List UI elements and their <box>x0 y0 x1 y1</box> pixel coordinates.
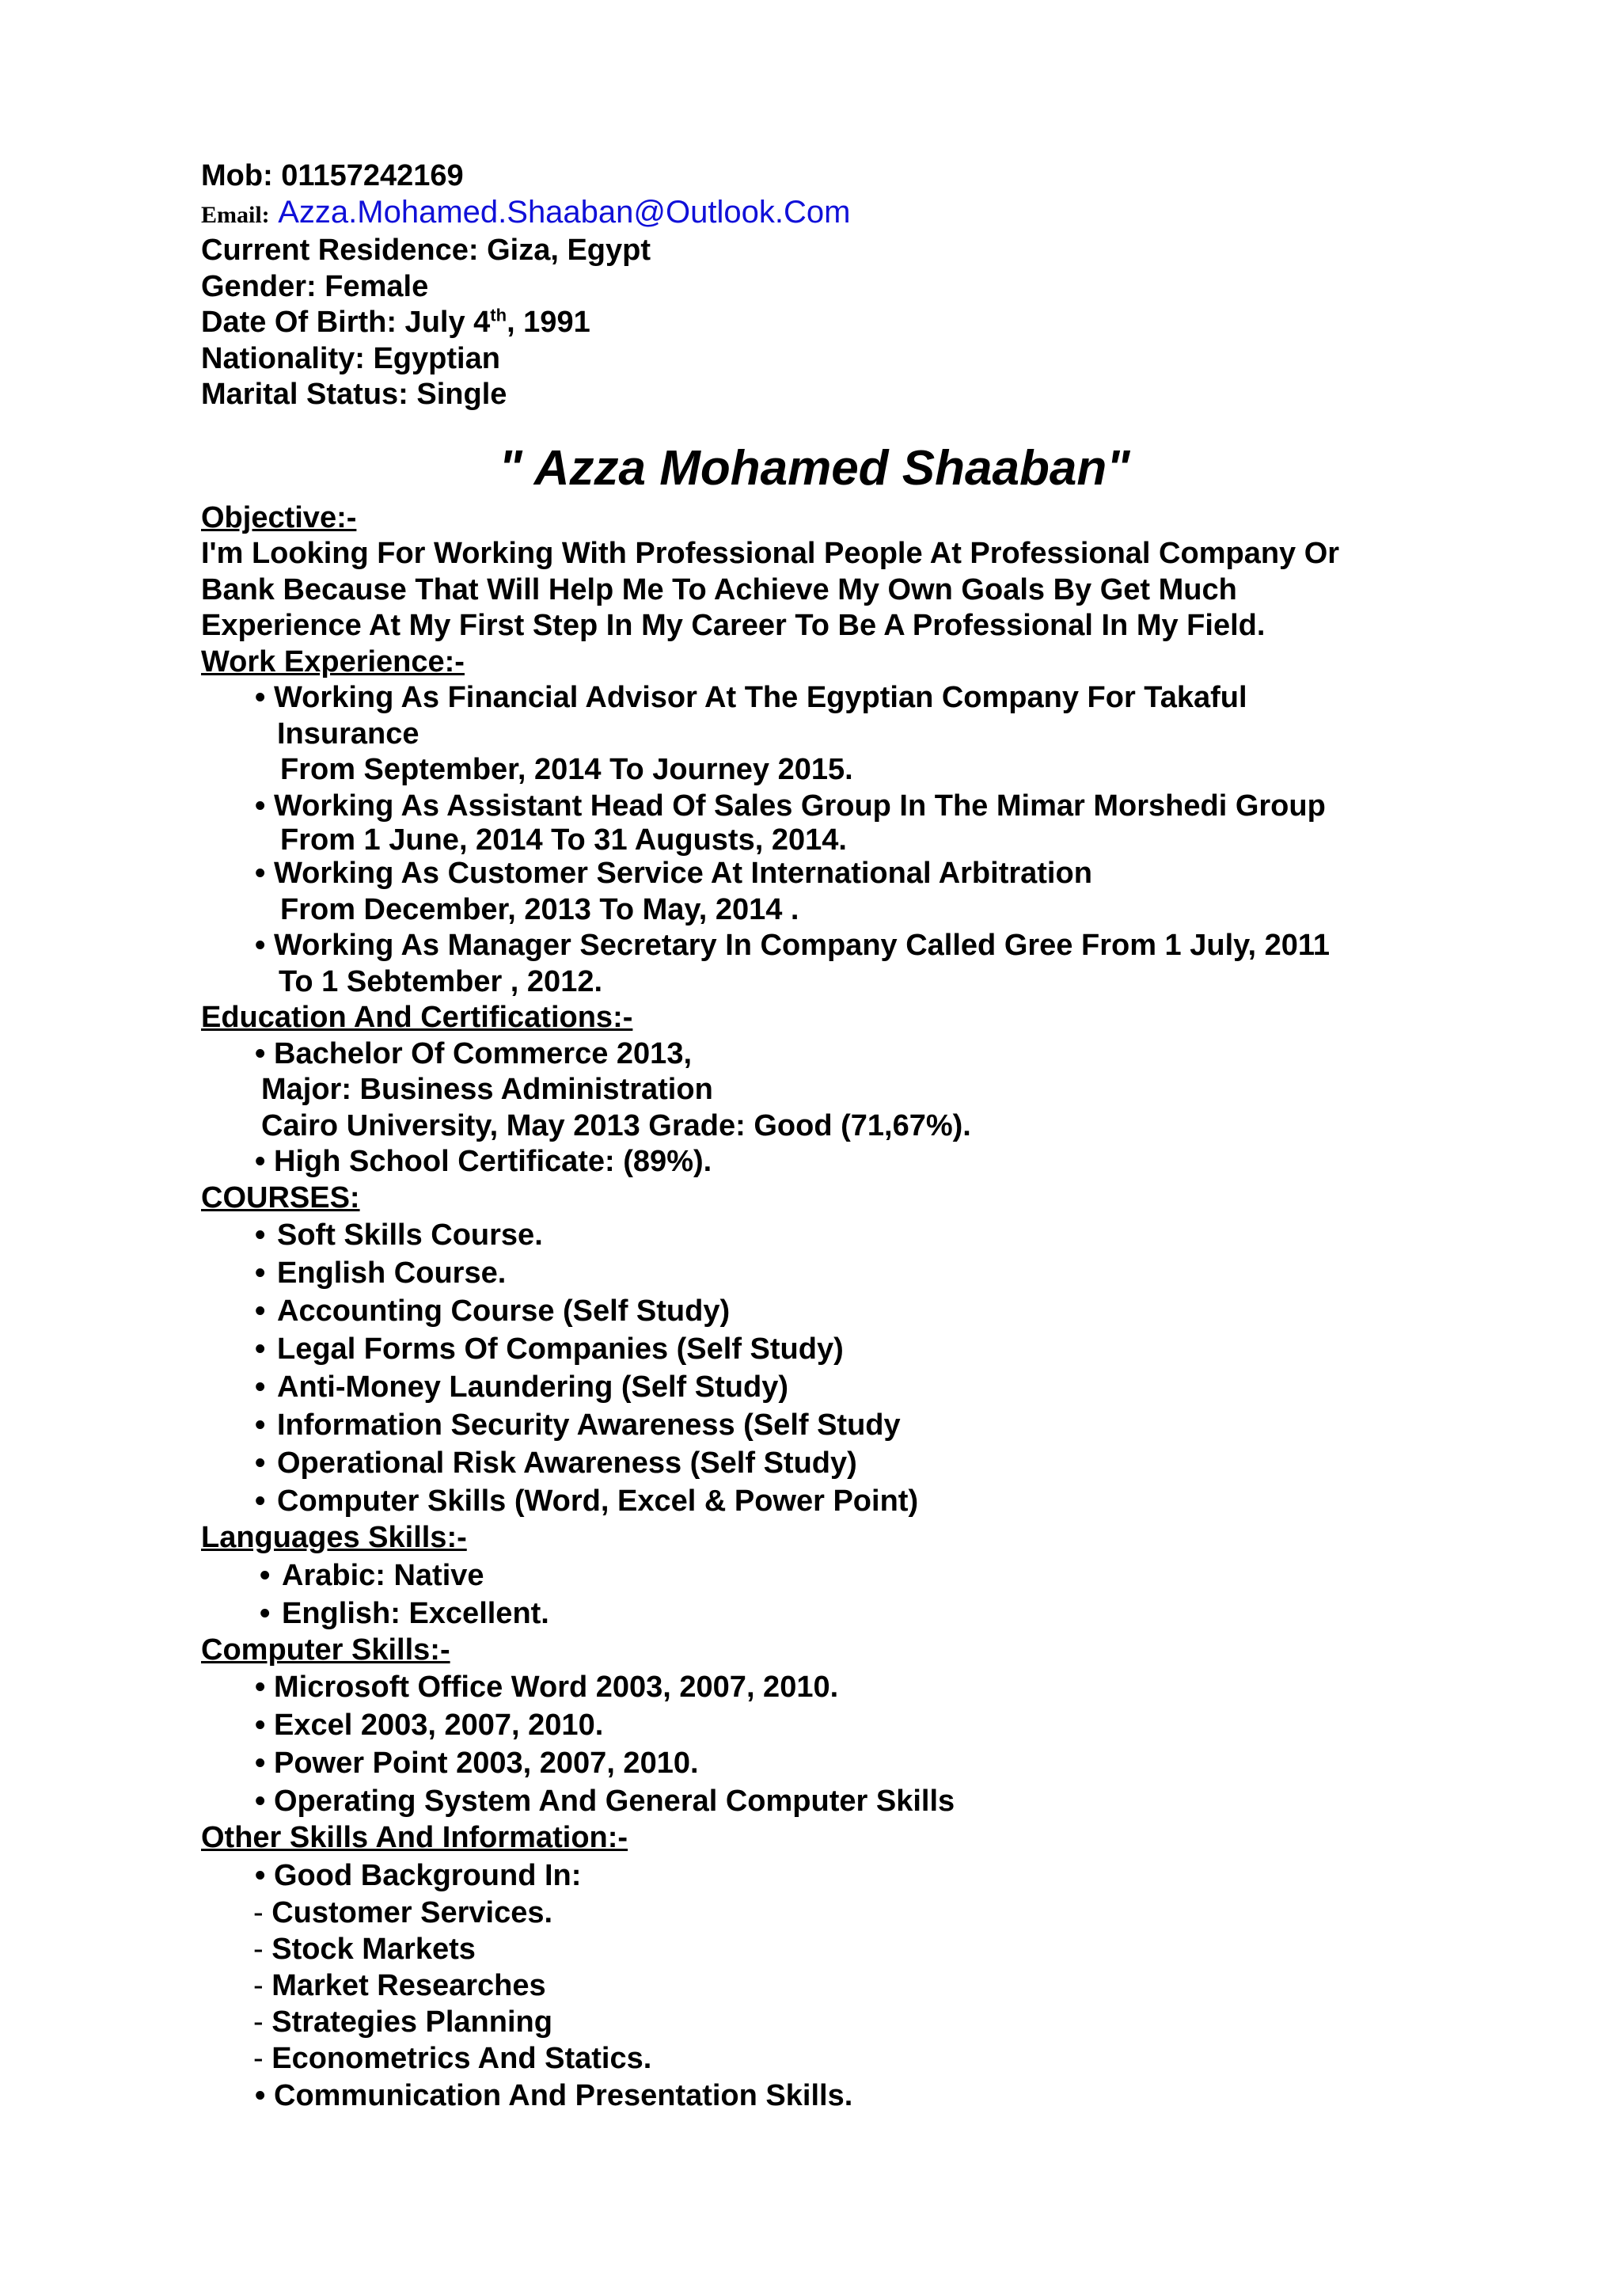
education-item: • High School Certificate: (89%). <box>201 1144 1467 1180</box>
bullet-icon: • <box>255 1446 266 1480</box>
email-link[interactable]: Azza.Mohamed.Shaaban@Outlook.Com <box>278 194 851 230</box>
other-subitem: - Econometrics And Statics. <box>253 2041 652 2075</box>
bullet-icon: • <box>255 1370 266 1404</box>
email-line <box>201 195 1467 234</box>
dash-icon: - <box>253 1895 272 1929</box>
dash-icon: - <box>253 1932 272 1966</box>
resume-page <box>201 158 1467 2115</box>
work-item-continuation: Insurance <box>277 717 419 751</box>
objective-line-1: I'm Looking For Working With Professional People At Professional Company Or <box>201 537 1340 570</box>
work-item: • Working As Financial Advisor At The Egyptian Company For Takaful <box>201 680 1467 717</box>
course-item: • English Course. <box>201 1254 1467 1292</box>
course-item: • Legal Forms Of Companies (Self Study) <box>201 1330 1467 1368</box>
bullet-icon: • <box>255 1256 266 1290</box>
email-label: Email: <box>201 201 270 228</box>
work-item-dates: From December, 2013 To May, 2014 . <box>280 892 799 926</box>
bullet-icon: • <box>255 1294 266 1328</box>
courses-heading: COURSES: <box>201 1180 360 1215</box>
bullet-icon: • <box>255 681 266 714</box>
bullet-icon: • <box>255 789 266 823</box>
education-major: Major: Business Administration <box>261 1073 713 1106</box>
bullet-icon: • <box>255 1671 266 1704</box>
bullet-icon: • <box>255 1218 266 1252</box>
dob-line <box>201 305 1467 341</box>
course-item: • Operational Risk Awareness (Self Study) <box>201 1444 1467 1482</box>
marital-line: Marital Status: Single <box>201 378 507 411</box>
languages-heading: Languages Skills:- <box>201 1521 467 1554</box>
dash-icon: - <box>253 2005 272 2039</box>
residence-line: Current Residence: Giza, Egypt <box>201 234 651 267</box>
bullet-icon: • <box>255 1332 266 1366</box>
bullet-icon: • <box>255 1747 266 1780</box>
bullet-icon: • <box>260 1596 271 1630</box>
nationality-line: Nationality: Egyptian <box>201 341 500 375</box>
dash-icon: - <box>253 1968 272 2002</box>
language-item: • Arabic: Native <box>201 1557 1467 1595</box>
computer-item: • Power Point 2003, 2007, 2010. <box>201 1744 1467 1782</box>
bullet-icon: • <box>255 2078 266 2112</box>
other-subitem: - Market Researches <box>253 1968 546 2002</box>
work-item: • Working As Manager Secretary In Company Called Gree From 1 July, 2011 <box>201 928 1467 964</box>
dob-sup: th <box>490 305 507 325</box>
work-heading: Work Experience:- <box>201 644 465 679</box>
dash-icon: - <box>253 2041 272 2075</box>
education-heading: Education And Certifications:- <box>201 1001 633 1034</box>
bullet-icon: • <box>255 1709 266 1742</box>
computer-item: • Excel 2003, 2007, 2010. <box>201 1706 1467 1744</box>
work-item-dates: To 1 Sebtember , 2012. <box>279 964 603 998</box>
bullet-icon: • <box>255 1408 266 1442</box>
work-item-dates: From 1 June, 2014 To 31 Augusts, 2014. <box>280 823 847 857</box>
bullet-icon: • <box>260 1558 271 1592</box>
computer-item: • Operating System And General Computer Skills <box>201 1782 1467 1820</box>
other-subitem: - Strategies Planning <box>253 2005 552 2039</box>
computer-heading: Computer Skills:- <box>201 1633 450 1667</box>
bullet-icon: • <box>255 857 266 890</box>
other-item: • Communication And Presentation Skills. <box>201 2077 1467 2115</box>
course-item: • Information Security Awareness (Self Study <box>201 1406 1467 1444</box>
language-item: • English: Excellent. <box>201 1595 1467 1633</box>
bullet-icon: • <box>255 1785 266 1818</box>
gender-line: Gender: Female <box>201 269 429 303</box>
objective-heading: Objective:- <box>201 500 357 534</box>
work-item: • Working As Assistant Head Of Sales Group In The Mimar Morshedi Group <box>201 789 1467 825</box>
other-heading: Other Skills And Information:- <box>201 1821 628 1854</box>
work-item-dates: From September, 2014 To Journey 2015. <box>280 753 853 786</box>
other-item: • Good Background In: <box>201 1857 1467 1895</box>
bullet-icon: • <box>255 929 266 962</box>
education-item: • Bachelor Of Commerce 2013, <box>201 1036 1467 1073</box>
dob-suffix: , 1991 <box>507 306 590 339</box>
other-subitem: - Stock Markets <box>253 1932 476 1966</box>
work-item: • Working As Customer Service At International Arbitration <box>201 856 1467 892</box>
mobile-line: Mob: 01157242169 <box>201 159 464 192</box>
course-item: • Computer Skills (Word, Excel & Power Point) <box>201 1482 1467 1520</box>
objective-line-2: Bank Because That Will Help Me To Achieve My Own Goals By Get Much <box>201 572 1237 606</box>
other-subitem: - Customer Services. <box>253 1895 553 1929</box>
course-item: • Soft Skills Course. <box>201 1216 1467 1254</box>
objective-line-3: Experience At My First Step In My Career To Be A Professional In My Field. <box>201 609 1266 642</box>
computer-item: • Microsoft Office Word 2003, 2007, 2010. <box>201 1668 1467 1706</box>
bullet-icon: • <box>255 1036 266 1070</box>
course-item: • Anti-Money Laundering (Self Study) <box>201 1368 1467 1406</box>
dob-prefix: Date Of Birth: July 4 <box>201 306 491 339</box>
bullet-icon: • <box>255 1858 266 1892</box>
candidate-name: " Azza Mohamed Shaaban" <box>499 440 1130 496</box>
course-item: • Accounting Course (Self Study) <box>201 1292 1467 1330</box>
bullet-icon: • <box>255 1484 266 1518</box>
education-university: Cairo University, May 2013 Grade: Good (71,67%). <box>261 1108 971 1142</box>
bullet-icon: • <box>255 1145 266 1178</box>
